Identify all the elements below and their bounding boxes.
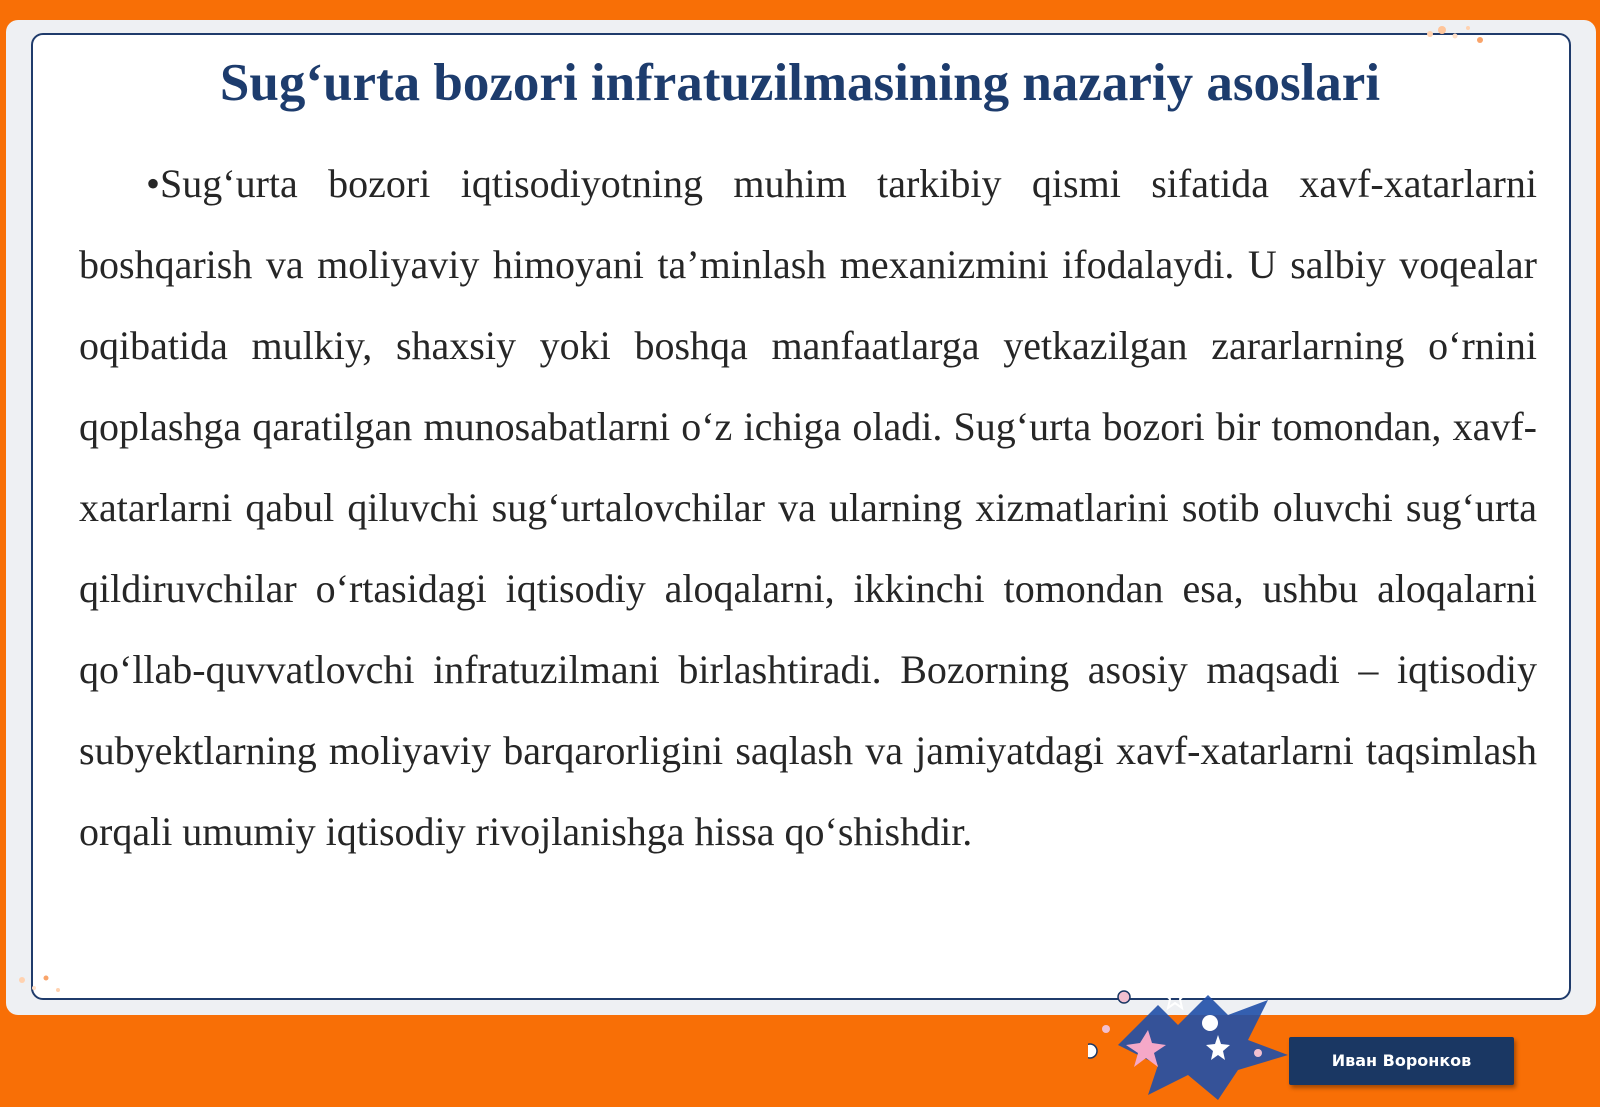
stars-splash-decoration — [1088, 985, 1308, 1107]
paint-splash-decoration — [1410, 16, 1510, 56]
paint-splash-decoration — [12, 960, 72, 1010]
slide-title: Sug‘urta bozori infratuzilmasining nazariy asoslari — [219, 54, 1381, 112]
author-badge: Иван Воронков — [1289, 1037, 1514, 1085]
slide-body-text: •Sug‘urta bozori iqtisodiyotning muhim tarkibiy qismi sifatida xavf-xatarlarni boshqarish va moliyaviy himoyani ta’minlash mexanizmini ifodalaydi. U salbiy voqealar oqibatida mulkiy, shaxsiy yoki boshqa manfaatlarga yetkazilgan zararlarning o‘rnini qoplashga qaratilgan munosabatlarni o‘z ichiga oladi. Sug‘urta bozori bir tomondan, xavf-xatarlarni qabul qiluvchi sug‘urtalovchilar va ularning xizmatlarini sotib oluvchi sug‘urta qildiruvchilar o‘rtasidagi iqtisodiy aloqalarni, ikkinchi tomondan esa, ushbu aloqalarni qo‘llab-quvvatlovchi infratuzilmani birlashtiradi. Bozorning asosiy maqsadi – iqtisodiy subyektlarning moliyaviy barqarorligini saqlash va jamiyatdagi xavf-xatarlarni taqsimlash orqali umumiy iqtisodiy rivojlanishga hissa qo‘shishdir. — [79, 161, 1537, 854]
